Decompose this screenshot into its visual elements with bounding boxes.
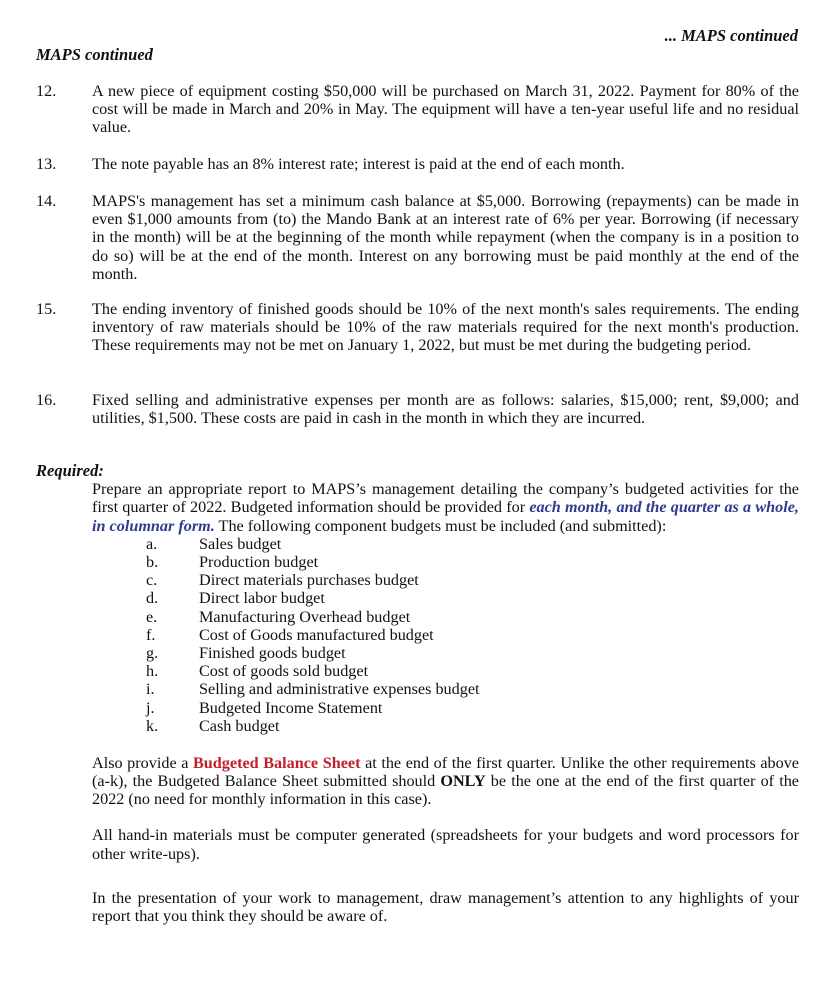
- item-number: 13.: [36, 155, 57, 173]
- list-item: [146, 662, 799, 680]
- list-label: Budgeted Income Statement: [199, 698, 383, 717]
- item-13: [36, 155, 799, 173]
- list-letter: b.: [146, 553, 159, 571]
- item-number: 15.: [36, 300, 57, 318]
- bs-text: Also provide a: [92, 753, 193, 772]
- intro-text: Prepare an appropriate report to MAPS’s management detailing the company’s budgeted activities for the first quarter of 2022. Budgeted information should be provided for: [92, 480, 799, 517]
- list-label: Direct labor budget: [199, 589, 325, 608]
- item-text: A new piece of equipment costing $50,000 will be purchased on March 31, 2022. Payment for 80% of the cost will be made in March and 20% in May. The equipment will have a ten-year useful life and no residual value.: [92, 82, 799, 137]
- list-letter: g.: [146, 643, 159, 662]
- list-letter: e.: [146, 607, 158, 626]
- item-12: [36, 82, 799, 137]
- list-item: [146, 644, 799, 662]
- list-item: [146, 608, 799, 626]
- list-letter: j.: [146, 698, 155, 717]
- list-letter: i.: [146, 680, 155, 699]
- item-text: Fixed selling and administrative expenses per month are as follows: salaries, $15,000; rent, $9,000; and utilities, $1,500. These costs are paid in cash in the month in which they are incurred.: [92, 391, 799, 428]
- bs-highlight: Budgeted Balance Sheet: [193, 753, 361, 772]
- list-item: [146, 589, 799, 607]
- bs-only: ONLY: [440, 772, 486, 791]
- intro-emphasis: each month, and the quarter as a whole, in columnar form.: [92, 498, 799, 535]
- item-14: [36, 192, 799, 283]
- list-item: [146, 717, 799, 735]
- header-left-continued: MAPS continued: [36, 45, 153, 64]
- list-label: Manufacturing Overhead budget: [199, 607, 411, 626]
- list-letter: a.: [146, 534, 158, 553]
- presentation-paragraph: In the presentation of your work to management, draw management’s attention to any highlights of your report that you think they should be aware of.: [92, 888, 799, 926]
- balance-sheet-paragraph: [92, 754, 799, 809]
- list-label: Direct materials purchases budget: [199, 571, 419, 590]
- list-label: Sales budget: [199, 534, 282, 553]
- intro-text-end: The following component budgets must be included (and submitted):: [214, 516, 667, 535]
- list-letter: f.: [146, 625, 156, 644]
- list-label: Cost of Goods manufactured budget: [199, 625, 434, 644]
- item-number: 14.: [36, 192, 57, 210]
- list-item: [146, 699, 799, 717]
- required-section: [36, 462, 799, 925]
- item-text: MAPS's management has set a minimum cash balance at $5,000. Borrowing (repayments) can be made in even $1,000 amounts from (to) the Mando Bank at an interest rate of 6% per year. Borrowing (if necessary in the month) will be at the beginning of the month while repayment (when the company is in a position to do so) will be at the end of the month. Interest on any borrowing must be paid monthly at the end of the month.: [92, 192, 799, 283]
- list-item: [146, 680, 799, 698]
- list-label: Cost of goods sold budget: [199, 662, 369, 681]
- list-letter: d.: [146, 589, 159, 608]
- budget-list: [146, 535, 799, 735]
- item-15: [36, 300, 799, 355]
- list-label: Production budget: [199, 553, 319, 571]
- list-label: Cash budget: [199, 716, 280, 735]
- item-number: 16.: [36, 391, 57, 409]
- list-letter: c.: [146, 571, 158, 590]
- header-right-continued: ... MAPS continued: [664, 26, 798, 45]
- list-item: [146, 535, 799, 553]
- list-letter: h.: [146, 662, 159, 681]
- bs-text-end: be the one at the end of the first quarter of the 2022 (no need for monthly information in this case).: [92, 772, 799, 809]
- list-item: [146, 553, 799, 571]
- list-letter: k.: [146, 716, 159, 735]
- item-16: [36, 391, 799, 427]
- item-text: The note payable has an 8% interest rate; interest is paid at the end of each month.: [92, 155, 625, 173]
- handin-paragraph: All hand-in materials must be computer generated (spreadsheets for your budgets and word processors for other write-ups).: [92, 826, 799, 863]
- required-title: Required:: [36, 461, 104, 480]
- list-label: Finished goods budget: [199, 643, 346, 662]
- list-label: Selling and administrative expenses budget: [199, 680, 480, 699]
- item-number: 12.: [36, 82, 57, 100]
- bs-text-mid: at the end of the first quarter. Unlike the other requirements above (a-k), the Budgeted Balance Sheet submitted should: [92, 753, 799, 791]
- list-item: [146, 626, 799, 644]
- item-text: The ending inventory of finished goods should be 10% of the next month's sales requirements. The ending inventory of raw materials should be 10% of the raw materials required for the next month's production. These requirements may not be met on January 1, 2022, but must be met during the budgeting period.: [92, 300, 799, 355]
- required-intro: [92, 480, 799, 535]
- list-item: [146, 571, 799, 589]
